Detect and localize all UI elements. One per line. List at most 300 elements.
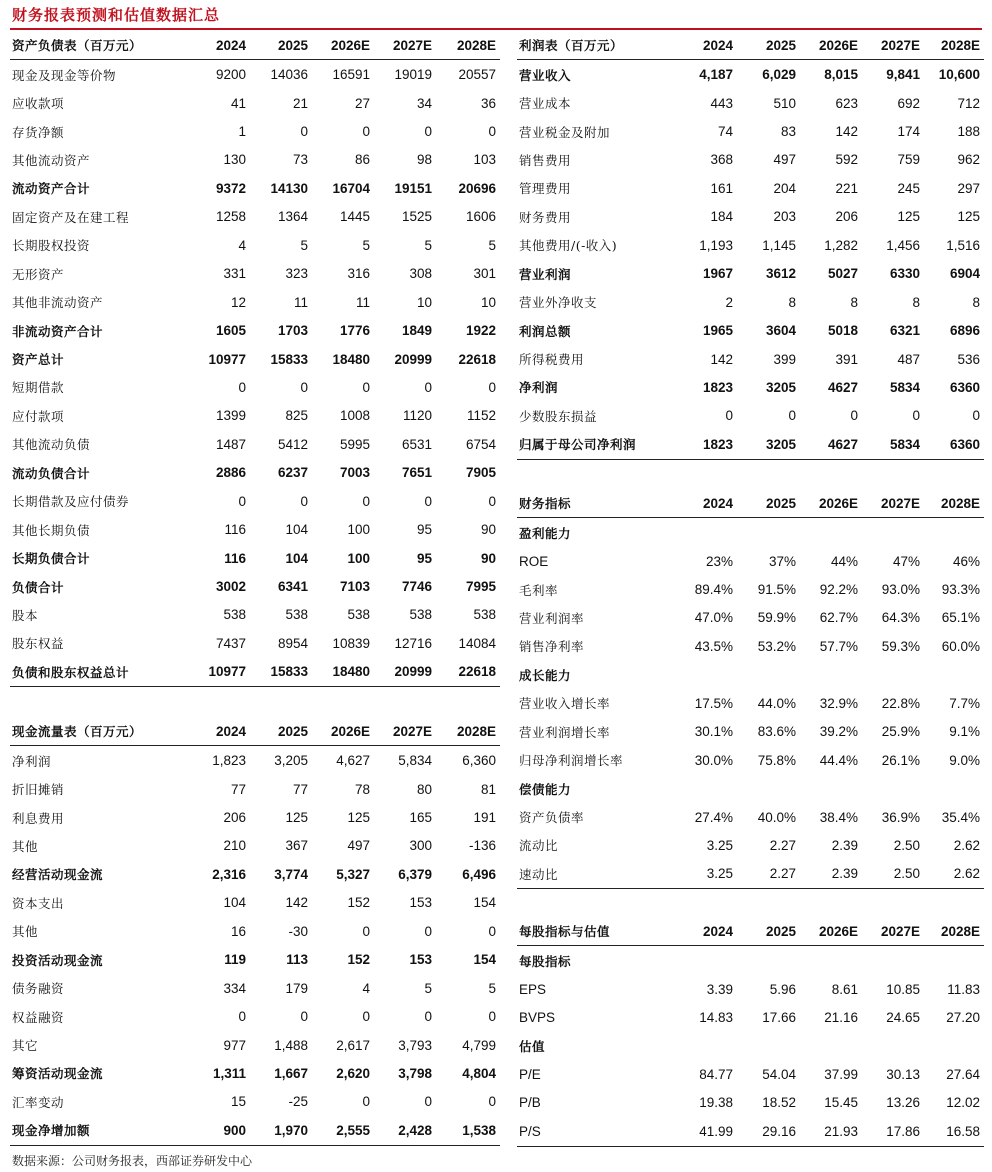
cell-value: 98 — [416, 152, 432, 168]
cell-value: 204 — [773, 180, 796, 196]
cell-value — [677, 946, 737, 975]
cell-value: 1,456 — [886, 237, 920, 253]
row-label: 营业税金及附加 — [519, 124, 611, 140]
cell-value: 3205 — [765, 379, 796, 395]
cell-value: 179 — [285, 980, 308, 996]
cell-value: 623 — [835, 95, 858, 111]
row-label: 筹资活动现金流 — [12, 1066, 104, 1082]
table-row — [517, 1032, 984, 1060]
cell-value: 2.39 — [800, 860, 862, 889]
year-header: 2025 — [737, 31, 800, 60]
table-row — [10, 430, 500, 458]
cell-value: 5 — [488, 237, 496, 253]
cell-value: 65.1% — [941, 610, 980, 626]
table-row — [10, 572, 500, 600]
cell-value: 27 — [354, 95, 370, 111]
cell-value: 83 — [780, 124, 796, 140]
year-header: 2027E — [862, 489, 924, 518]
cell-value: 497 — [347, 838, 370, 854]
table-row — [10, 1059, 500, 1087]
year-header: 2027E — [374, 717, 436, 746]
cell-value: 142 — [710, 351, 733, 367]
cell-value: 538 — [223, 607, 246, 623]
cell-value: 1 — [238, 124, 246, 140]
cell-value: 73 — [292, 152, 308, 168]
table-row — [517, 373, 984, 401]
year-header: 2024 — [188, 717, 250, 746]
table-row — [10, 231, 500, 259]
cell-value: 10977 — [188, 658, 250, 687]
cell-value: 77 — [230, 781, 246, 797]
cell-value: 0 — [300, 1009, 308, 1025]
year-header: 2025 — [250, 31, 312, 60]
cell-value: 22.8% — [881, 695, 920, 711]
cell-value: 30.13 — [886, 1066, 920, 1082]
cell-value: 8 — [788, 294, 796, 310]
row-label: 非流动资产合计 — [12, 323, 104, 339]
row-label: 现金净增加额 — [10, 1116, 188, 1145]
cell-value: 9372 — [215, 180, 246, 196]
table-row — [517, 430, 984, 459]
cell-value: 10,600 — [938, 67, 980, 83]
row-label: 偿债能力 — [519, 781, 572, 797]
cell-value: 100 — [347, 522, 370, 538]
cell-value: 900 — [188, 1116, 250, 1145]
cell-value: 487 — [897, 351, 920, 367]
cell-value: 125 — [285, 810, 308, 826]
cell-value: 368 — [710, 152, 733, 168]
cell-value: 0 — [238, 1009, 246, 1025]
table-row — [10, 917, 500, 945]
table-row — [517, 946, 984, 975]
cell-value: 9.1% — [949, 724, 980, 740]
cell-value: 2,617 — [336, 1037, 370, 1053]
row-label: 固定资产及在建工程 — [12, 209, 130, 225]
cell-value: 32.9% — [819, 695, 858, 711]
cell-value: 1823 — [702, 379, 733, 395]
year-header: 2024 — [677, 917, 737, 946]
cell-value: 29.16 — [737, 1117, 800, 1146]
cell-value: 14084 — [458, 635, 496, 651]
cell-value: 74 — [717, 124, 733, 140]
row-label: 成长能力 — [519, 667, 572, 683]
cell-value: 4627 — [827, 379, 858, 395]
cell-value: 2.50 — [862, 860, 924, 889]
row-label: 营业利润 — [519, 266, 572, 282]
cell-value: 5834 — [889, 379, 920, 395]
table-row — [10, 544, 500, 572]
table-row — [517, 1003, 984, 1031]
cell-value: 6341 — [277, 579, 308, 595]
cell-value: 1,538 — [436, 1116, 500, 1145]
cell-value: 0 — [424, 923, 432, 939]
cell-value: 125 — [347, 810, 370, 826]
table-row — [10, 459, 500, 487]
financial-indicators-table — [517, 489, 984, 889]
cell-value: 93.3% — [941, 582, 980, 598]
cell-value: 1258 — [215, 209, 246, 225]
per-share-header-row — [517, 917, 984, 946]
cell-value: 44% — [830, 553, 858, 569]
cell-value: 0 — [424, 379, 432, 395]
cell-value: 592 — [835, 152, 858, 168]
row-label: BVPS — [519, 1010, 556, 1026]
cell-value: 27.4% — [694, 809, 733, 825]
cell-value: 30.0% — [694, 752, 733, 768]
cell-value — [800, 774, 862, 802]
cell-value: 11 — [355, 294, 370, 310]
table-row — [10, 658, 500, 687]
cell-value: 19151 — [394, 180, 432, 196]
cell-value: 6,379 — [398, 866, 432, 882]
cell-value: 20999 — [374, 658, 436, 687]
cell-value — [677, 1032, 737, 1060]
cell-value: 203 — [773, 209, 796, 225]
cell-value: 1152 — [466, 408, 496, 424]
cell-value: 3604 — [765, 323, 796, 339]
balance-sheet-header-row — [10, 31, 500, 60]
cell-value: 19.38 — [699, 1095, 733, 1111]
cell-value: 36 — [480, 95, 496, 111]
cell-value: 9,841 — [886, 67, 920, 83]
cell-value — [862, 518, 924, 547]
table-title: 资产负债表（百万元） — [10, 31, 188, 60]
row-label: 负债合计 — [12, 579, 65, 595]
cell-value: 83.6% — [757, 724, 796, 740]
cell-value: 3.25 — [677, 860, 737, 889]
cell-value: 6896 — [949, 323, 980, 339]
cell-value: 125 — [897, 209, 920, 225]
cell-value: 27.20 — [946, 1010, 980, 1026]
cell-value: 206 — [835, 209, 858, 225]
table-row — [10, 1002, 500, 1030]
cell-value: 119 — [224, 952, 246, 968]
cell-value — [924, 518, 984, 547]
cell-value: 0 — [488, 923, 496, 939]
cell-value: 8 — [972, 294, 980, 310]
row-label: 现金及现金等价物 — [12, 67, 117, 83]
cell-value: 174 — [897, 124, 920, 140]
cell-value: 7905 — [465, 465, 496, 481]
table-row — [517, 117, 984, 145]
table-row — [517, 518, 984, 547]
row-label: 流动比 — [519, 838, 559, 854]
row-label: 流动资产合计 — [12, 181, 91, 197]
cell-value: 20999 — [394, 351, 432, 367]
year-header: 2026E — [312, 31, 374, 60]
cell-value: 3205 — [737, 430, 800, 459]
row-label: 销售费用 — [519, 152, 572, 168]
table-row — [10, 146, 500, 174]
cell-value: 21 — [292, 95, 308, 111]
cell-value: 16704 — [332, 180, 370, 196]
cell-value — [800, 946, 862, 975]
cell-value: 26.1% — [881, 752, 920, 768]
cell-value: 0 — [300, 124, 308, 140]
cell-value: 95 — [416, 550, 432, 566]
cell-value: 5,834 — [398, 753, 432, 769]
cell-value: 7003 — [339, 465, 370, 481]
cell-value: 38.4% — [819, 809, 858, 825]
cell-value: 4,799 — [462, 1037, 496, 1053]
cell-value: 152 — [347, 952, 370, 968]
cell-value: 19019 — [394, 67, 432, 83]
cell-value: 8.61 — [831, 981, 858, 997]
cell-value: 536 — [957, 351, 980, 367]
cell-value: 0 — [238, 493, 246, 509]
cell-value: 7.7% — [949, 695, 980, 711]
cell-value: 297 — [957, 180, 980, 196]
cell-value: 759 — [897, 152, 920, 168]
cell-value: 977 — [223, 1037, 246, 1053]
cell-value: 47% — [892, 553, 920, 569]
cell-value: 0 — [238, 379, 246, 395]
cell-value: -25 — [288, 1094, 308, 1110]
row-label: 净利润 — [12, 753, 52, 769]
income-statement-header-row — [517, 31, 984, 60]
cell-value: 153 — [409, 952, 432, 968]
cell-value: 10.85 — [886, 981, 920, 997]
row-label: 营业成本 — [519, 96, 572, 112]
year-header: 2025 — [250, 717, 312, 746]
cell-value: 2.50 — [893, 837, 920, 853]
cell-value: 0 — [850, 408, 858, 424]
row-label: 营业收入 — [519, 67, 572, 83]
cell-value: 12.02 — [946, 1095, 980, 1111]
cell-value: 40.0% — [757, 809, 796, 825]
source-note: 数据来源：公司财务报表，西部证券研发中心 — [12, 1154, 253, 1168]
row-label: 其他流动资产 — [12, 152, 91, 168]
table-row — [517, 231, 984, 259]
year-header: 2024 — [677, 489, 737, 518]
cell-value: 6531 — [401, 436, 432, 452]
cell-value: 308 — [409, 266, 432, 282]
cell-value: 692 — [897, 95, 920, 111]
cell-value: 0 — [300, 379, 308, 395]
row-label: 折旧摊销 — [12, 782, 65, 798]
cell-value: 39.2% — [819, 724, 858, 740]
cell-value: 5.96 — [769, 981, 796, 997]
year-header: 2028E — [924, 917, 984, 946]
cell-value: 37% — [768, 553, 796, 569]
cell-value: 77 — [292, 781, 308, 797]
row-label: 管理费用 — [519, 181, 572, 197]
cell-value: 54.04 — [762, 1066, 796, 1082]
table-row — [517, 746, 984, 774]
row-label: 应收款项 — [12, 96, 65, 112]
table-row — [10, 889, 500, 917]
table-row — [517, 860, 984, 889]
table-row — [10, 1031, 500, 1059]
cell-value: 75.8% — [757, 752, 796, 768]
row-label: 汇率变动 — [12, 1094, 65, 1110]
page-title: 财务报表预测和估值数据汇总 — [12, 6, 221, 24]
cell-value: 5,327 — [336, 866, 370, 882]
table-row — [517, 831, 984, 859]
cell-value: 43.5% — [694, 638, 733, 654]
year-header: 2024 — [677, 31, 737, 60]
cell-value: 41 — [230, 95, 246, 111]
row-label: 其他 — [12, 924, 39, 940]
cell-value: 221 — [835, 180, 858, 196]
cell-value: 2,428 — [374, 1116, 436, 1145]
cell-value: 5834 — [862, 430, 924, 459]
row-label: 资产总计 — [12, 352, 65, 368]
cell-value: 301 — [473, 266, 496, 282]
table-row — [10, 203, 500, 231]
table-row — [10, 1088, 500, 1116]
row-label: 少数股东损益 — [519, 408, 598, 424]
cell-value: 154 — [473, 895, 496, 911]
cell-value: 1,282 — [824, 237, 858, 253]
cell-value: 125 — [957, 209, 980, 225]
cell-value: 9200 — [215, 67, 246, 83]
table-row — [10, 601, 500, 629]
cell-value: 825 — [285, 408, 308, 424]
cell-value: 1445 — [339, 209, 370, 225]
cell-value: 14.83 — [699, 1010, 733, 1026]
table-row — [10, 288, 500, 316]
table-row — [10, 487, 500, 515]
year-header: 2026E — [800, 917, 862, 946]
cell-value: 59.3% — [881, 638, 920, 654]
cell-value: 962 — [957, 152, 980, 168]
cell-value: 2,555 — [312, 1116, 374, 1145]
cell-value: 81 — [480, 781, 496, 797]
row-label: 经营活动现金流 — [12, 867, 104, 883]
cell-value: 37.99 — [824, 1066, 858, 1082]
cell-value: 188 — [957, 124, 980, 140]
row-label: 无形资产 — [12, 266, 65, 282]
cell-value: 0 — [488, 124, 496, 140]
table-row — [10, 316, 500, 344]
table-row — [10, 946, 500, 974]
cell-value: -136 — [468, 838, 496, 854]
cell-value: 44.0% — [757, 695, 796, 711]
per-share-valuation-table — [517, 917, 984, 1147]
cell-value: 6330 — [889, 266, 920, 282]
row-label: 归属于母公司净利润 — [517, 430, 677, 459]
row-label: 债务融资 — [12, 981, 65, 997]
cell-value: 25.9% — [881, 724, 920, 740]
table-row — [517, 60, 984, 89]
cell-value — [862, 1032, 924, 1060]
row-label: 毛利率 — [519, 582, 559, 598]
table-row — [517, 1089, 984, 1117]
cell-value: 78 — [354, 781, 370, 797]
title-divider — [10, 28, 982, 30]
cell-value: 22618 — [436, 658, 500, 687]
cell-value: 1,667 — [274, 1065, 308, 1081]
cell-value: 1487 — [215, 436, 246, 452]
cell-value: 16591 — [332, 67, 370, 83]
cash-flow-table — [10, 717, 500, 1146]
cell-value: 443 — [710, 95, 733, 111]
table-row — [517, 718, 984, 746]
cell-value: 1364 — [277, 209, 308, 225]
cell-value — [737, 774, 800, 802]
cell-value: 0 — [488, 1009, 496, 1025]
cell-value: 20557 — [458, 67, 496, 83]
cell-value — [924, 946, 984, 975]
cell-value: 14036 — [270, 67, 308, 83]
cell-value: 0 — [362, 923, 370, 939]
cell-value — [924, 774, 984, 802]
row-label: 股本 — [12, 607, 39, 623]
cell-value: 7103 — [339, 579, 370, 595]
table-row — [10, 515, 500, 543]
cell-value: 6360 — [949, 379, 980, 395]
cell-value: 2,620 — [336, 1065, 370, 1081]
cell-value: 0 — [912, 408, 920, 424]
cell-value: 8954 — [277, 635, 308, 651]
cell-value — [800, 518, 862, 547]
year-header: 2026E — [800, 489, 862, 518]
table-row — [517, 547, 984, 575]
table-title: 利润表（百万元） — [517, 31, 677, 60]
cell-value: 1605 — [215, 323, 246, 339]
cell-value — [737, 661, 800, 689]
table-row — [10, 860, 500, 888]
table-title: 现金流量表（百万元） — [10, 717, 188, 746]
cell-value: 2.39 — [831, 837, 858, 853]
row-label: 投资活动现金流 — [12, 952, 104, 968]
row-label: 负债和股东权益总计 — [10, 658, 188, 687]
cell-value: 1525 — [401, 209, 432, 225]
row-label: 利息费用 — [12, 810, 65, 826]
cell-value: 13.26 — [886, 1095, 920, 1111]
cell-value: 300 — [409, 838, 432, 854]
cell-value: 1,193 — [699, 237, 733, 253]
cell-value: 24.65 — [886, 1010, 920, 1026]
cell-value: 20696 — [458, 180, 496, 196]
cell-value: 104 — [285, 522, 308, 538]
cell-value: 0 — [488, 493, 496, 509]
cell-value: 22618 — [458, 351, 496, 367]
cell-value: 23% — [705, 553, 733, 569]
cell-value — [862, 774, 924, 802]
cell-value: 0 — [424, 1094, 432, 1110]
cell-value: 1776 — [339, 323, 370, 339]
table-row — [517, 89, 984, 117]
cell-value: 62.7% — [819, 610, 858, 626]
cell-value: 100 — [347, 550, 370, 566]
cell-value — [737, 1032, 800, 1060]
cell-value: 3.25 — [706, 837, 733, 853]
cell-value: 5 — [362, 237, 370, 253]
cell-value: 130 — [223, 152, 246, 168]
cell-value: 3,793 — [398, 1037, 432, 1053]
cell-value: 91.5% — [757, 582, 796, 598]
table-row — [10, 260, 500, 288]
table-row — [10, 402, 500, 430]
row-label: P/E — [519, 1066, 541, 1082]
cell-value: 4 — [362, 980, 370, 996]
row-label: 其他流动负债 — [12, 437, 91, 453]
cell-value: 4 — [238, 237, 246, 253]
cell-value: 538 — [285, 607, 308, 623]
cell-value: 152 — [347, 895, 370, 911]
cell-value: 1120 — [402, 408, 432, 424]
row-label: 每股指标 — [519, 953, 572, 969]
cell-value: 2.27 — [737, 860, 800, 889]
table-row — [10, 345, 500, 373]
row-label: 速动比 — [517, 860, 677, 889]
row-label: 利润总额 — [519, 323, 572, 339]
cell-value: 57.7% — [819, 638, 858, 654]
cell-value: 206 — [223, 810, 246, 826]
cell-value: 113 — [286, 952, 308, 968]
